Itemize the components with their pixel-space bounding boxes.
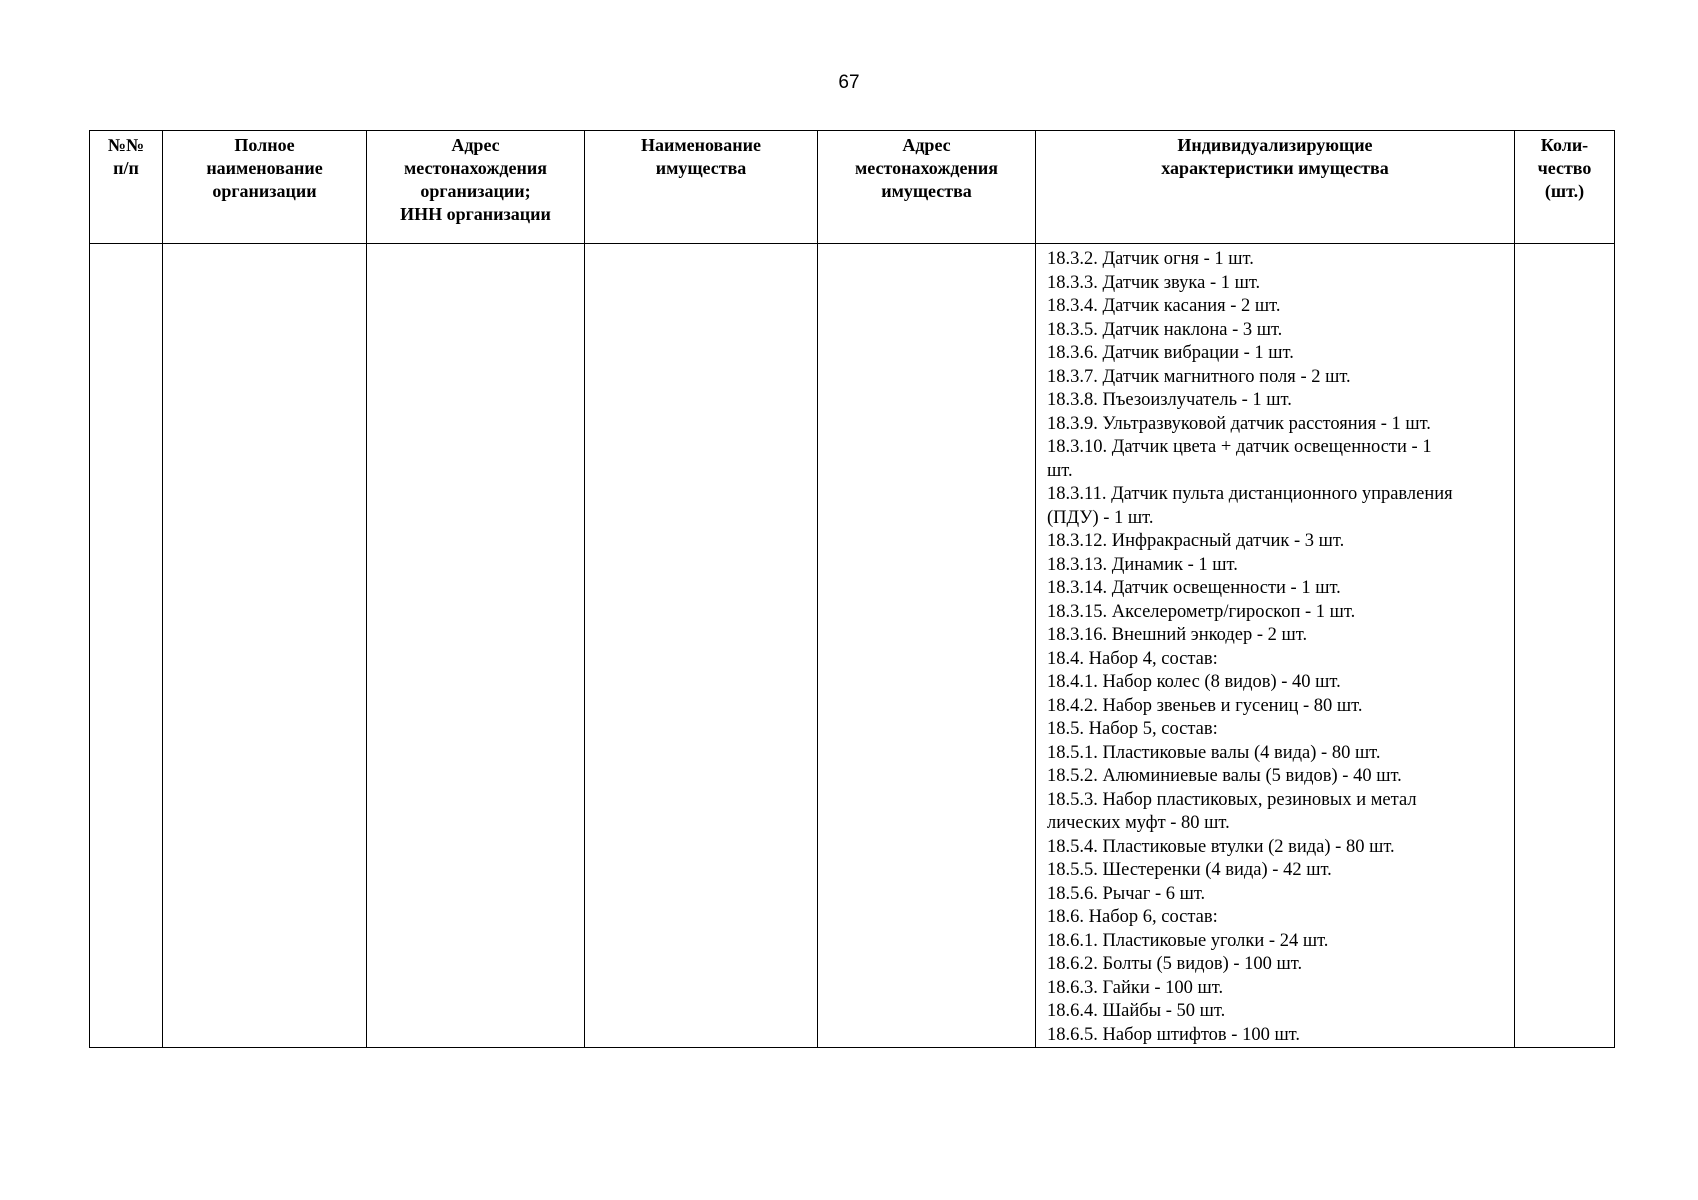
list-item: 18.6.2. Болты (5 видов) - 100 шт. xyxy=(1047,954,1303,974)
list-item: 18.3.4. Датчик касания - 2 шт. xyxy=(1047,296,1281,316)
list-item: лических муфт - 80 шт. xyxy=(1047,813,1230,833)
list-item: 18.3.8. Пъезоизлучатель - 1 шт. xyxy=(1047,390,1292,410)
list-item: 18.3.6. Датчик вибрации - 1 шт. xyxy=(1047,343,1294,363)
table-header-row xyxy=(90,131,1615,244)
list-item: 18.4.1. Набор колес (8 видов) - 40 шт. xyxy=(1047,672,1341,692)
list-item: 18.6.1. Пластиковые уголки - 24 шт. xyxy=(1047,930,1329,951)
list-item: 18.3.5. Датчик наклона - 3 шт. xyxy=(1047,319,1283,340)
cell-organization-address xyxy=(367,244,585,1048)
header-organization-address: Адрес местонахождения организации; ИНН организации xyxy=(367,131,585,244)
list-item: 18.4. Набор 4, состав: xyxy=(1047,648,1218,669)
list-item: 18.5.6. Рычаг - 6 шт. xyxy=(1047,883,1206,904)
cell-number xyxy=(90,244,163,1048)
header-organization-name: Полное наименование организации xyxy=(163,131,367,244)
list-item: 18.5.1. Пластиковые валы (4 вида) - 80 шт. xyxy=(1047,742,1381,763)
page-number: 67 xyxy=(838,72,860,93)
list-item: 18.3.9. Ультразвуковой датчик расстояния - 1 шт. xyxy=(1047,413,1431,434)
list-item: 18.5.5. Шестеренки (4 вида) - 42 шт. xyxy=(1047,860,1332,880)
header-characteristics: Индивидуализирующие характеристики имущества xyxy=(1036,131,1515,244)
list-item: 18.4.2. Набор звеньев и гусениц - 80 шт. xyxy=(1047,695,1363,716)
list-item: шт. xyxy=(1047,460,1073,481)
list-item: 18.6. Набор 6, состав: xyxy=(1047,907,1218,927)
list-item: 18.3.3. Датчик звука - 1 шт. xyxy=(1047,272,1261,293)
list-item: 18.3.10. Датчик цвета + датчик освещенности - 1 xyxy=(1047,437,1432,457)
cell-property-address xyxy=(818,244,1036,1048)
list-item: 18.3.13. Динамик - 1 шт. xyxy=(1047,554,1238,575)
cell-property-name xyxy=(585,244,818,1048)
list-item: 18.6.5. Набор штифтов - 100 шт. xyxy=(1047,1024,1301,1045)
header-quantity: Коли- чество (шт.) xyxy=(1515,131,1615,244)
list-item: 18.5.4. Пластиковые втулки (2 вида) - 80 шт. xyxy=(1047,836,1395,857)
list-item: 18.3.16. Внешний энкодер - 2 шт. xyxy=(1047,625,1308,645)
list-item: 18.3.2. Датчик огня - 1 шт. xyxy=(1047,249,1254,269)
list-item: 18.5.3. Набор пластиковых, резиновых и метал xyxy=(1047,789,1417,810)
header-property-name: Наименование имущества xyxy=(585,131,818,244)
list-item: 18.3.15. Акселерометр/гироскоп - 1 шт. xyxy=(1047,601,1356,622)
property-table xyxy=(89,130,1615,1048)
list-item: 18.3.7. Датчик магнитного поля - 2 шт. xyxy=(1047,366,1351,387)
cell-quantity xyxy=(1515,244,1615,1048)
list-item: 18.5. Набор 5, состав: xyxy=(1047,719,1218,739)
cell-organization-name xyxy=(163,244,367,1048)
list-item: 18.3.14. Датчик освещенности - 1 шт. xyxy=(1047,578,1341,598)
list-item: 18.3.12. Инфракрасный датчик - 3 шт. xyxy=(1047,531,1345,551)
header-number: №№ п/п xyxy=(90,131,163,244)
header-property-address: Адрес местонахождения имущества xyxy=(818,131,1036,244)
list-item: 18.6.4. Шайбы - 50 шт. xyxy=(1047,1001,1226,1021)
list-item: 18.5.2. Алюминиевые валы (5 видов) - 40 шт. xyxy=(1047,766,1402,786)
list-item: 18.3.11. Датчик пульта дистанционного управления xyxy=(1047,484,1453,504)
cell-characteristics xyxy=(1036,244,1515,1048)
list-item: (ПДУ) - 1 шт. xyxy=(1047,507,1154,528)
table-row xyxy=(90,244,1615,1048)
list-item: 18.6.3. Гайки - 100 шт. xyxy=(1047,977,1224,998)
